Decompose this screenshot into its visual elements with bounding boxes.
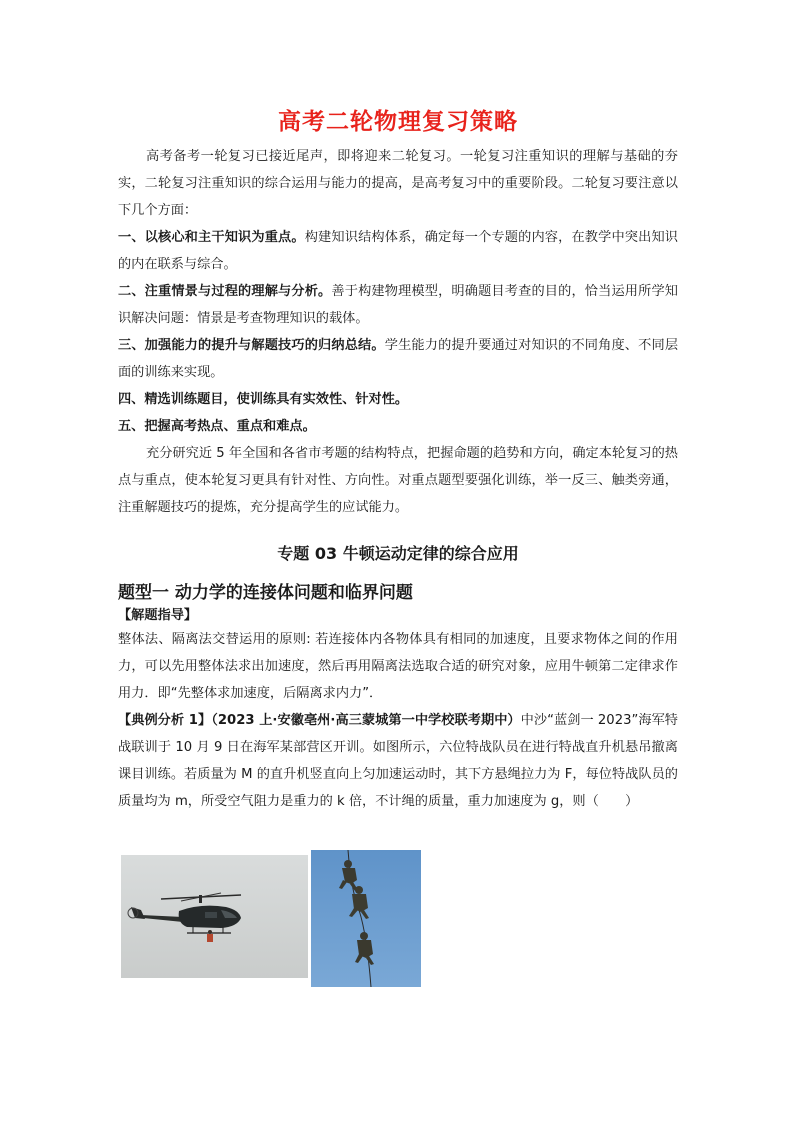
point-2 [118, 278, 678, 332]
point-3-heading: 三、加强能力的提升与解题技巧的归纳总结。 [118, 338, 385, 353]
summary-paragraph: 充分研究近 5 年全国和各省市考题的结构特点，把握命题的趋势和方向，确定本轮复习的热点与重点，使本轮复习更具有针对性、方向性。对重点题型要强化训练，举一反三、触类旁通，注重解题技巧的提炼，充分提高学生的应试能力。 [118, 446, 678, 515]
page-title: 高考二轮物理复习策略 [278, 109, 518, 135]
intro-paragraph: 高考备考一轮复习已接近尾声，即将迎来二轮复习。一轮复习注重知识的理解与基础的夯实，二轮复习注重知识的综合运用与能力的提高，是高考复习中的重要阶段。二轮复习要注意以下几个方面： [118, 149, 678, 218]
example-paragraph [118, 707, 678, 815]
example-text: 中沙“蓝剑一 2023”海军特战联训于 10 月 9 日在海军某部营区开训。如图所示，六位特战队员在进行特战直升机悬吊撤离课目训练。若质量为 M 的直升机竖直向上匀加速运动时，其下方悬绳拉力为 F，每位特战队员的质量均为 m，所受空气阻力是重力的 k 倍，不计绳的质量，重力加速度为 g，则（ ） [118, 713, 678, 809]
example-label: 【典例分析 1】 [118, 713, 212, 728]
point-5 [118, 413, 678, 440]
point-2-heading: 二、注重情景与过程的理解与分析。 [118, 284, 332, 299]
point-1-heading: 一、以核心和主干知识为重点。 [118, 230, 305, 245]
hint-paragraph: 整体法、隔离法交替运用的原则: 若连接体内各物体具有相同的加速度，且要求物体之间的作用力，可以先用整体法求出加速度，然后再用隔离法选取合适的研究对象，应用牛顿第二定律求作用力．即“先整体求加速度，后隔离求内力”． [118, 632, 678, 701]
point-5-heading: 五、把握高考热点、重点和难点。 [118, 419, 316, 434]
question-type-title: 题型一 动力学的连接体问题和临界问题 [118, 583, 413, 603]
rope-soldiers-image [311, 850, 421, 987]
point-4 [118, 386, 678, 413]
example-source: （2023 上·安徽亳州·高三蒙城第一中学校联考期中） [211, 713, 521, 728]
point-1 [118, 224, 678, 278]
point-4-heading: 四、精选训练题目，使训练具有实效性、针对性。 [118, 392, 409, 407]
section-title: 专题 03 牛顿运动定律的综合应用 [277, 544, 519, 563]
helicopter-image [121, 855, 308, 978]
point-3 [118, 332, 678, 386]
point-1-text: 构建知识结构体系，确定每一个专题的内容，在教学中突出知识的内在联系与综合。 [118, 230, 678, 272]
point-3-text: 学生能力的提升要通过对知识的不同角度、不同层面的训练来实现。 [118, 338, 679, 380]
rope-soldiers-photo [311, 850, 421, 987]
helicopter-photo [121, 855, 308, 978]
hint-label: 【解题指导】 [118, 608, 198, 623]
point-2-text: 善于构建物理模型，明确题目考查的目的，恰当运用所学知识解决问题：情景是考查物理知识的载体。 [118, 284, 678, 326]
